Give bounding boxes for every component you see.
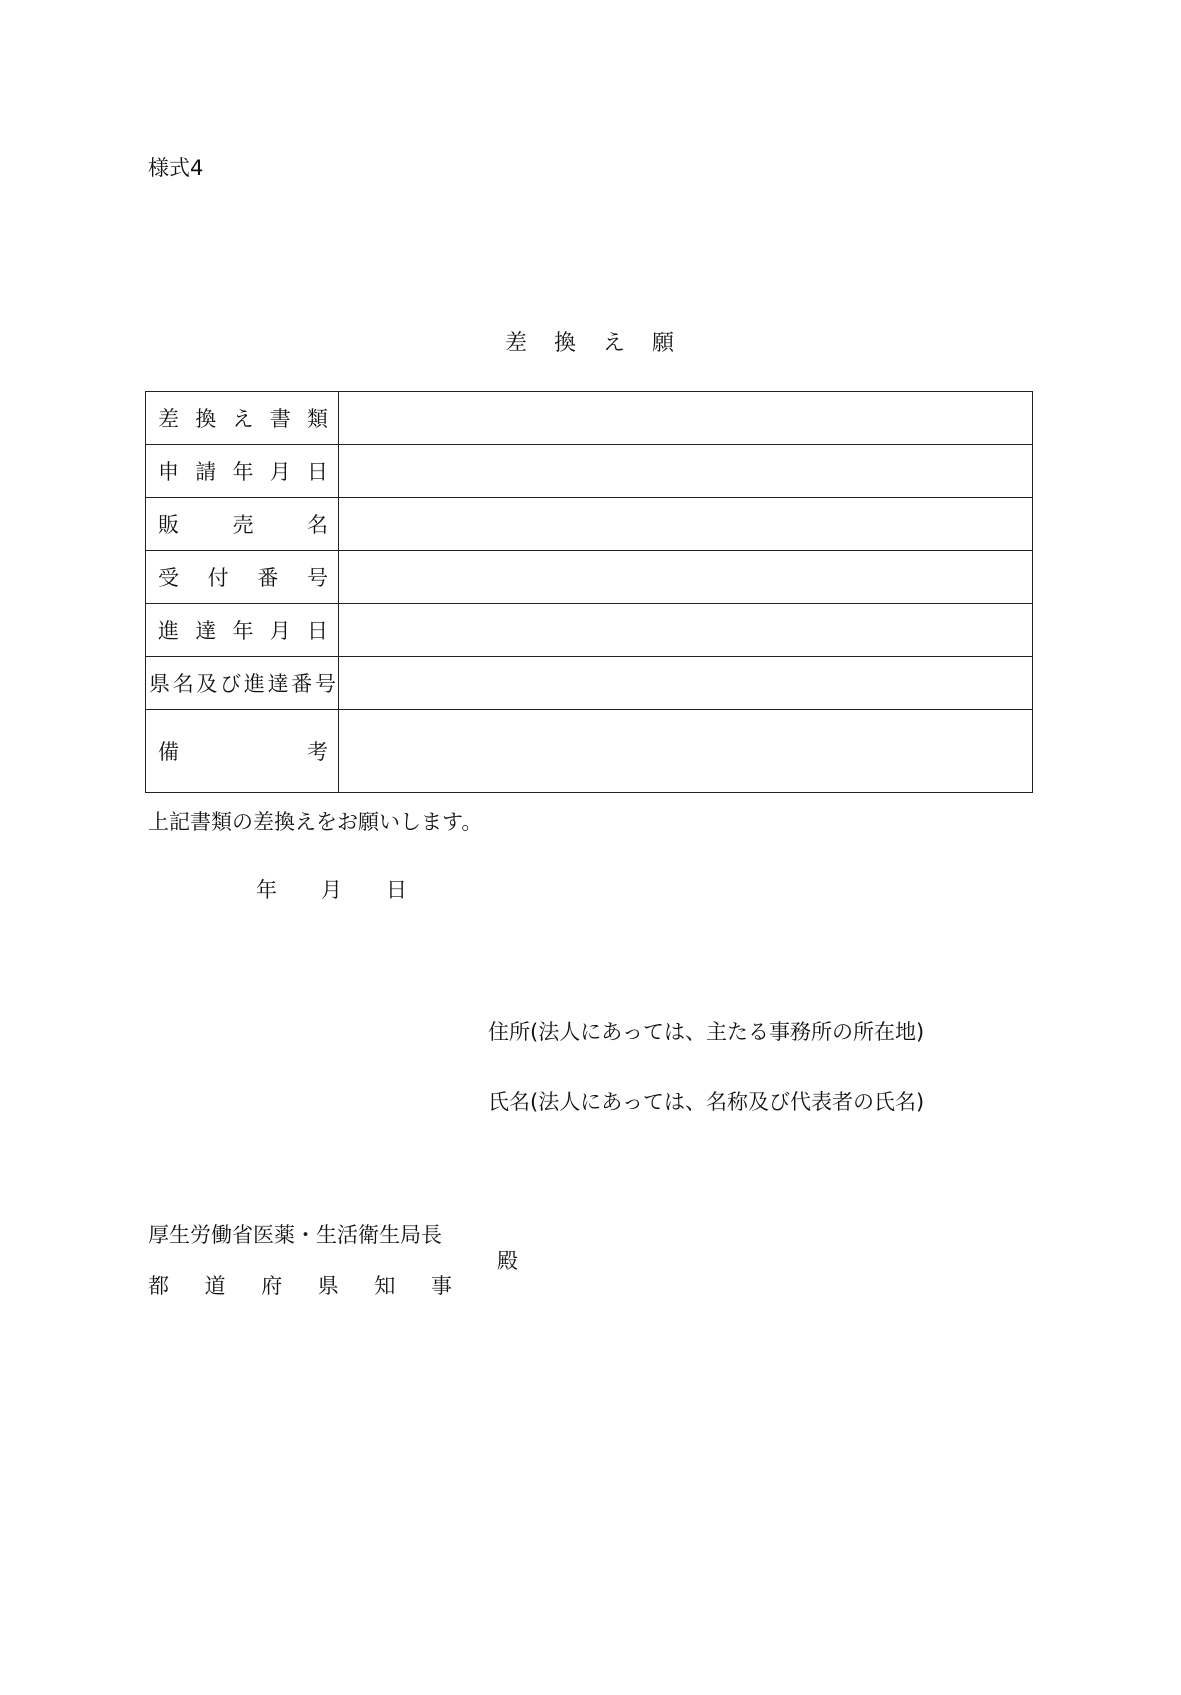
date-year-label: 年 <box>256 878 277 902</box>
row-value-transmittal-date[interactable] <box>339 604 1033 657</box>
addressee-prefectural-governor: 都道府県知事 <box>148 1274 452 1298</box>
row-value-replacement-documents[interactable] <box>339 392 1033 445</box>
table-row <box>146 498 1033 551</box>
row-label-application-date: 申請年月日 <box>146 445 339 498</box>
date-line <box>256 874 407 904</box>
request-text: 上記書類の差換えをお願いします。 <box>148 810 483 834</box>
document-title: 差 換 え 願 <box>505 331 684 356</box>
row-value-product-name[interactable] <box>339 498 1033 551</box>
date-month-label: 月 <box>321 878 342 902</box>
table-row <box>146 445 1033 498</box>
row-label-transmittal-date: 進達年月日 <box>146 604 339 657</box>
row-label-product-name: 販売名 <box>146 498 339 551</box>
addressee-bureau-director: 厚生労働省医薬・生活衛生局長 <box>148 1223 442 1247</box>
table-row <box>146 392 1033 445</box>
row-label-receipt-number: 受付番号 <box>146 551 339 604</box>
applicant-address-label: 住所(法人にあっては、主たる事務所の所在地) <box>488 1020 925 1044</box>
table-row <box>146 604 1033 657</box>
row-label-remarks: 備考 <box>146 710 339 793</box>
form-number: 様式4 <box>148 156 204 180</box>
row-label-replacement-documents: 差換え書類 <box>146 392 339 445</box>
table-row <box>146 657 1033 710</box>
table-row <box>146 551 1033 604</box>
applicant-name-label: 氏名(法人にあっては、名称及び代表者の氏名) <box>488 1090 925 1114</box>
addressee-honorific: 殿 <box>497 1249 518 1273</box>
row-label-prefecture-transmittal-number: 県名及び進達番号 <box>146 657 339 710</box>
date-day-label: 日 <box>386 878 407 902</box>
application-table <box>145 391 1033 793</box>
row-value-receipt-number[interactable] <box>339 551 1033 604</box>
table-row <box>146 710 1033 793</box>
row-value-prefecture-transmittal-number[interactable] <box>339 657 1033 710</box>
row-value-application-date[interactable] <box>339 445 1033 498</box>
row-value-remarks[interactable] <box>339 710 1033 793</box>
